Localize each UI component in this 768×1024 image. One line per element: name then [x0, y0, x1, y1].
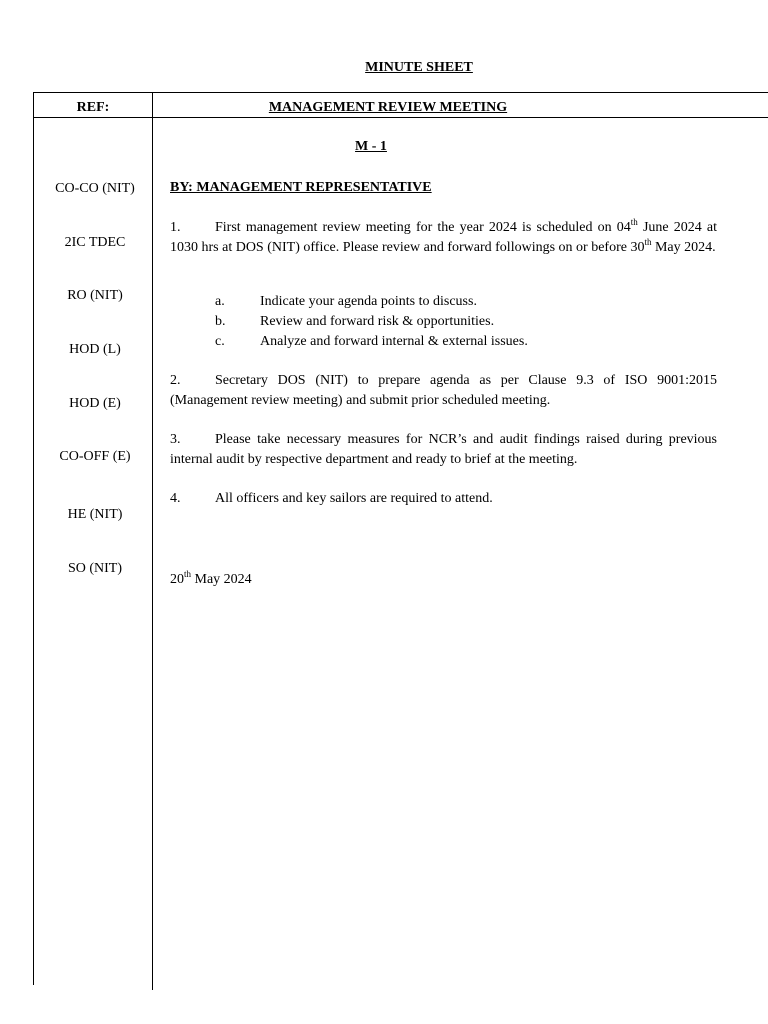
page-title: MINUTE SHEET: [365, 60, 473, 75]
paragraph-text: First management review meeting for the year 2024 is scheduled on 04: [215, 220, 631, 235]
list-item: [215, 332, 528, 352]
paragraph-number: 1.: [170, 220, 181, 235]
date-rest: May 2024: [191, 572, 252, 587]
paragraph-number: 3.: [170, 432, 181, 447]
list-item-text: Review and forward risk & opportunities.: [260, 314, 495, 329]
column-divider: [152, 92, 153, 990]
paragraph-number: 4.: [170, 491, 181, 506]
paragraph-text: May 2024.: [651, 240, 716, 255]
routing-entry: RO (NIT): [67, 288, 123, 303]
routing-entry: CO-CO (NIT): [55, 181, 135, 196]
routing-entry: HE (NIT): [67, 507, 123, 522]
minute-number: M - 1: [355, 139, 387, 154]
meeting-title: MANAGEMENT REVIEW MEETING: [268, 100, 508, 115]
list-item-letter: a.: [215, 294, 225, 309]
routing-entry: SO (NIT): [67, 561, 123, 576]
ref-label: REF:: [76, 100, 110, 115]
paragraph-3: [170, 430, 717, 470]
left-border: [33, 92, 34, 985]
paragraph-text: Please take necessary measures for NCR’s and audit findings raised during previous internal audit by respective department and ready to brief at the meeting.: [170, 432, 717, 467]
list-item: [215, 312, 494, 332]
paragraph-1: [170, 218, 717, 258]
date-day: 20: [170, 572, 184, 587]
list-item-letter: c.: [215, 334, 225, 349]
date: [170, 570, 252, 590]
superscript: th: [644, 237, 652, 247]
paragraph-text: June 2024 at 1030 hrs at DOS (NIT) office. Please review and forward followings on or before 30: [170, 220, 717, 255]
routing-entry: HOD (L): [69, 342, 121, 357]
list-item-text: Analyze and forward internal & external issues.: [260, 334, 528, 349]
paragraph-2: [170, 371, 717, 411]
routing-entry: CO-OFF (E): [59, 449, 131, 464]
routing-entry: HOD (E): [69, 396, 121, 411]
table-top-border: [33, 92, 768, 93]
paragraph-number: 2.: [170, 373, 181, 388]
list-item: [215, 292, 477, 312]
superscript: th: [630, 217, 638, 227]
list-item-text: Indicate your agenda points to discuss.: [260, 294, 477, 309]
paragraph-text: Secretary DOS (NIT) to prepare agenda as per Clause 9.3 of ISO 9001:2015 (Management review meeting) and submit prior scheduled meeting.: [170, 373, 717, 408]
routing-entry: 2IC TDEC: [64, 235, 126, 250]
by-line: BY: MANAGEMENT REPRESENTATIVE: [170, 180, 432, 195]
superscript: th: [184, 569, 192, 579]
list-item-letter: b.: [215, 314, 226, 329]
paragraph-text: All officers and key sailors are required to attend.: [215, 491, 493, 506]
paragraph-4: [170, 489, 717, 509]
